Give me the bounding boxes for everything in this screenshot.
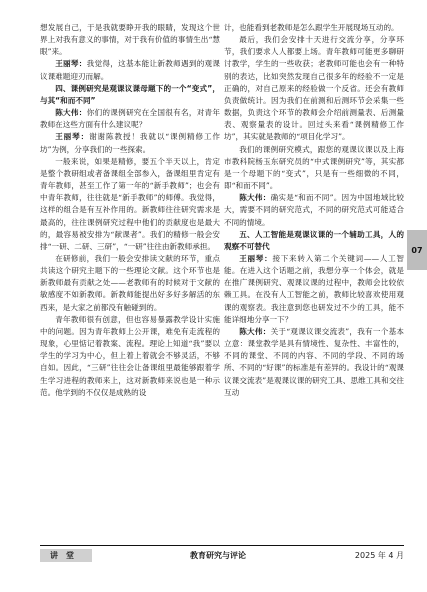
speech-text: 关于“观课议课交流表”，我有一个基本立意：课堂教学是具有情境性、复杂性、丰富性的，不同的课堂、不同的内容、不同的学段、不同的场所、不同的“好课”的标准是有差异的。我设计的“观课议课交流表”是观课议课的研究工具、思维工具和交往互动 <box>224 326 405 397</box>
body-paragraph: 在研修前，我们一般会安排读文献的环节，重点共读这个研究主题下的一些理论文献。这个环节也是新教师最有贡献之处——老教师有的时候对于文献的敏感度不如新教师。新教师能提出好多好多解活的东西来，是大家之前都没有触碰到的。 <box>40 253 220 312</box>
footer-section-label: 讲堂 <box>40 549 92 562</box>
footer-journal-title: 教育研究与评论 <box>190 549 246 560</box>
page-number-tab <box>407 230 427 270</box>
section-heading: 四、课例研究是观课议课母题下的一个“变式”，与其“和而不同” <box>40 83 220 105</box>
page-footer <box>40 548 404 562</box>
body-paragraph: 最后，我们会安排十天进行交流分享，分享环节，我们要求人人都要上场。青年教师可能更多聊研讨教学，学生的一些收获；老教师可能也会有一种特别的表达，比如突然发现自己很多年的经验不一定是正确的，对自己原来的经验做一个反省。还会有教师负责做统计。因为我们在前测和后测环节会采集一些数据，负责这个环节的教师会介绍前测量表、后测量表、观察量表的设计。回过头来看“课例精修工作坊”，其实就是教师的“项目化学习”。 <box>224 35 404 142</box>
speech-paragraph <box>224 253 404 326</box>
section-heading: 五、人工智能是观课议课的一个辅助工具，人的观察不可替代 <box>224 229 404 251</box>
speaker-name: 王丽琴： <box>239 253 273 263</box>
speech-text: 接下来转入第二个关键词——人工智能。在进入这个话题之前，我想分享一个体会，就是在推广课例研究、观课议课的过程中，教师会比较依赖工具。在没有人工智能之前，教师比较喜欢使用观课的观察表。我注意到您也研发过不少的工具，能不能详细地分享一下？ <box>224 253 404 324</box>
speech-paragraph <box>40 107 220 131</box>
speech-paragraph <box>224 326 404 399</box>
body-paragraph: 计，也能看到老教师是怎么跟学生开展现场互动的。 <box>224 23 399 32</box>
speaker-name: 王丽琴： <box>55 132 90 142</box>
speech-text: 确实是“和而不同”。因为中国地域比较大，需要不同的研究范式，不同的研究范式可能适合不同的情境。 <box>224 193 405 227</box>
body-paragraph: 青年教师很有创意，但也容易暴露教学设计实施中的问题。因为青年教师上公开课，难免有走流程的现象，心里惦记着教案、流程。理论上知道“我”要以学生的学习为中心，但上着上着就会不够灵活，不够自如。因此，“三研”往往会让备课组里最能够跟着学生学习进程的教师来上，这对新教师来说也是一种示范。他学到的不仅仅是成熟的设 <box>40 314 220 397</box>
speaker-name: 王丽琴： <box>55 59 87 69</box>
speech-paragraph <box>40 58 220 82</box>
speaker-name: 陈大伟： <box>239 193 271 203</box>
body-paragraph: 想发展自己，于是我就要睁开我的眼睛，发现这个世界上对我有意义的事情，对于我有价值的事情生出“慧眼”来。 <box>40 23 220 57</box>
speaker-name: 陈大伟： <box>55 108 87 118</box>
right-column <box>224 22 404 399</box>
speech-paragraph <box>224 192 404 228</box>
body-paragraph: 一般来说，如果是精修，要五个半天以上，肯定是整个教研组或者备课组全部参入，备课组里肯定有青年教师，甚至工作了第一年的“新手教师”；也会有中青年教师，往往就是“新手教师”的师傅。我觉得，这样的组合是有互补作用的。新教师往往研究需求是最高的，往往课例研究过程中他们的贡献度也是最大的，最容易被安排为“献课者”。我们的精修一般会安排“一研、二研、三研”，“一研”往往由新教师承担。 <box>40 156 220 251</box>
speech-paragraph <box>40 131 220 155</box>
footer-rule <box>40 545 404 546</box>
speech-text: 你们的课例研究在全国很有名，对青年教师在这些方面有什么建议呢？ <box>40 108 221 130</box>
footer-date: 2025 年 4 月 <box>354 550 404 560</box>
left-column <box>40 22 220 399</box>
speech-text: 谢谢陈教授！我就以“课例精修工作坊”为例，分享我们的一些探索。 <box>40 132 221 154</box>
page-number: 07 <box>411 245 423 255</box>
speaker-name: 陈大伟： <box>239 326 271 336</box>
body-paragraph: 我们的课例研究模式，跟您的观课议课以及上海市教科院杨玉东研究员的“中式课例研究”等，其实都是一个母题下的“变式”，只是有一些细微的不同，即“和而不同”。 <box>224 144 404 191</box>
speech-text: 我觉得，这基本能让新教师遇到的观课议课难题迎刃而解。 <box>40 59 221 81</box>
